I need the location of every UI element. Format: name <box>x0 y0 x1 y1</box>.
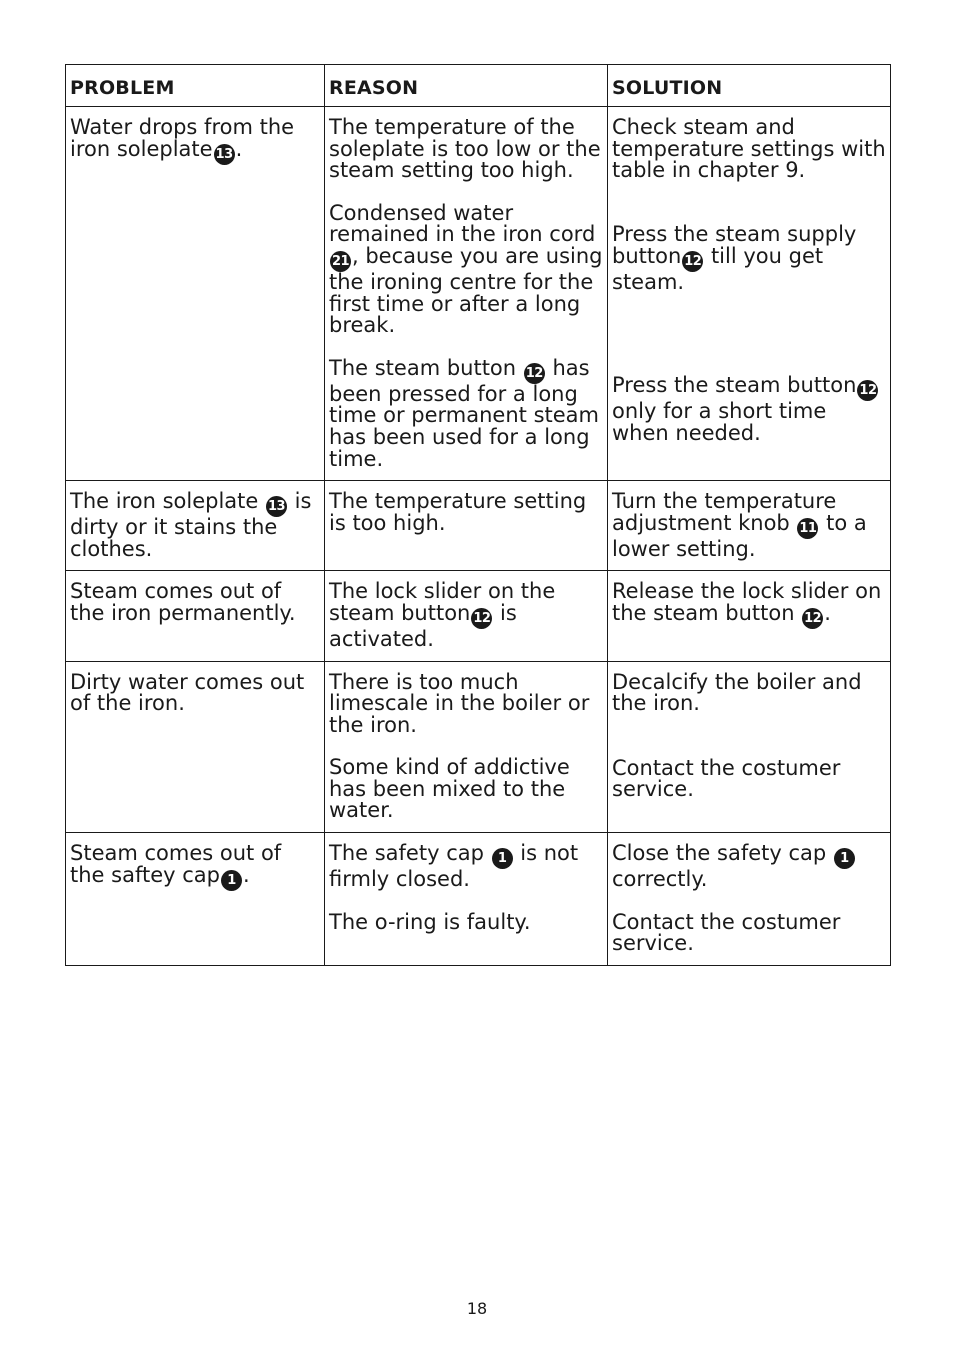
reason-cell <box>325 661 608 833</box>
text-fragment: correctly. <box>612 867 708 892</box>
text-fragment: is activated. <box>329 600 517 651</box>
table-row <box>66 481 891 571</box>
header-solution: SOLUTION <box>608 65 891 107</box>
text-fragment: The o-ring is faulty. <box>329 909 531 934</box>
problem-cell <box>66 661 325 833</box>
text-fragment: Dirty water comes out of the iron. <box>70 669 305 716</box>
text-fragment: Check steam and temperature settings with table in chapter 9. <box>612 115 886 183</box>
text-fragment: The temperature of the soleplate is too low or the steam setting too high. <box>329 115 601 183</box>
text-fragment: . <box>824 600 831 625</box>
text-fragment: Press the steam button <box>612 373 857 397</box>
text-fragment: Condensed water remained in the iron cord <box>329 200 596 247</box>
text-fragment: Press the steam supply button <box>612 222 857 268</box>
reason-text <box>329 491 604 534</box>
problem-cell <box>66 481 325 571</box>
solution-text <box>612 491 887 560</box>
table-header-row <box>66 65 891 107</box>
table-row <box>66 571 891 661</box>
header-problem: PROBLEM <box>66 65 325 107</box>
text-fragment: , because you are using the ironing centre for the first time or after a long break. <box>329 243 603 338</box>
text-fragment: Steam comes out of the saftey cap <box>70 841 282 887</box>
problem-cell <box>66 107 325 481</box>
text-fragment: Contact the costumer service. <box>612 755 841 802</box>
table-row <box>66 107 891 481</box>
solution-text <box>612 843 887 891</box>
table-row <box>66 661 891 833</box>
text-fragment: The safety cap <box>329 841 491 866</box>
reason-cell <box>325 833 608 966</box>
text-fragment: till you get steam. <box>612 243 824 294</box>
text-fragment: Release the lock slider on the steam button <box>612 579 882 625</box>
solution-text <box>612 375 887 444</box>
text-fragment: Turn the temperature adjustment knob <box>612 489 837 535</box>
problem-cell <box>66 571 325 661</box>
text-fragment: is dirty or it stains the clothes. <box>70 489 312 561</box>
part-number-marker: 12 <box>857 380 878 401</box>
part-number-marker: 12 <box>682 251 703 272</box>
solution-text <box>612 117 887 203</box>
text-fragment: Steam comes out of the iron permanently. <box>70 579 296 625</box>
solution-text <box>612 669 887 737</box>
text-fragment: The temperature setting is too high. <box>329 489 587 535</box>
solution-cell <box>608 107 891 481</box>
text-fragment: . <box>242 862 250 887</box>
text-fragment: Decalcify the boiler and the iron. <box>612 669 862 716</box>
reason-text <box>329 355 604 471</box>
reason-text <box>329 843 604 891</box>
page-number: 18 <box>466 1299 488 1318</box>
problem-cell <box>66 833 325 966</box>
part-number-marker: 12 <box>524 363 545 384</box>
solution-text <box>612 581 887 629</box>
part-number-marker: 1 <box>492 848 513 869</box>
text-fragment: The lock slider on the steam button <box>329 579 556 625</box>
reason-text <box>329 200 604 338</box>
part-number-marker: 1 <box>834 848 855 869</box>
part-number-marker: 11 <box>797 518 818 539</box>
text-fragment: The iron soleplate <box>70 489 265 514</box>
reason-cell <box>325 107 608 481</box>
part-number-marker: 13 <box>266 496 287 517</box>
part-number-marker: 12 <box>802 608 823 629</box>
solution-text <box>612 755 887 802</box>
table-row <box>66 833 891 966</box>
solution-cell <box>608 833 891 966</box>
text-fragment: only for a short time when needed. <box>612 399 827 445</box>
reason-cell <box>325 571 608 661</box>
text-fragment: Close the safety cap <box>612 841 833 866</box>
text-fragment: Some kind of addictive has been mixed to the water. <box>329 755 570 823</box>
troubleshooting-table <box>65 64 891 966</box>
text-fragment: . <box>235 136 243 161</box>
text-fragment: to a lower setting. <box>612 510 867 561</box>
solution-cell <box>608 481 891 571</box>
reason-text <box>329 909 604 934</box>
part-number-marker: 12 <box>471 608 492 629</box>
text-fragment: Contact the costumer service. <box>612 909 841 956</box>
text-fragment: There is too much limescale in the boiler or the iron. <box>329 669 590 737</box>
reason-text <box>329 581 604 650</box>
part-number-marker: 21 <box>330 251 351 272</box>
text-fragment: is not firmly closed. <box>329 841 579 892</box>
part-number-marker: 1 <box>221 870 242 891</box>
reason-text <box>329 757 604 822</box>
text-fragment: has been pressed for a long time or permanent steam has been used for a long time. <box>329 355 599 471</box>
part-number-marker: 13 <box>214 144 235 165</box>
text-fragment: Water drops from the iron soleplate <box>70 115 295 161</box>
reason-text <box>329 117 604 182</box>
reason-cell <box>325 481 608 571</box>
reason-text <box>329 669 604 737</box>
solution-cell <box>608 571 891 661</box>
header-reason: REASON <box>325 65 608 107</box>
text-fragment: The steam button <box>329 355 523 380</box>
solution-cell <box>608 661 891 833</box>
solution-text <box>612 909 887 956</box>
solution-text <box>612 224 887 354</box>
